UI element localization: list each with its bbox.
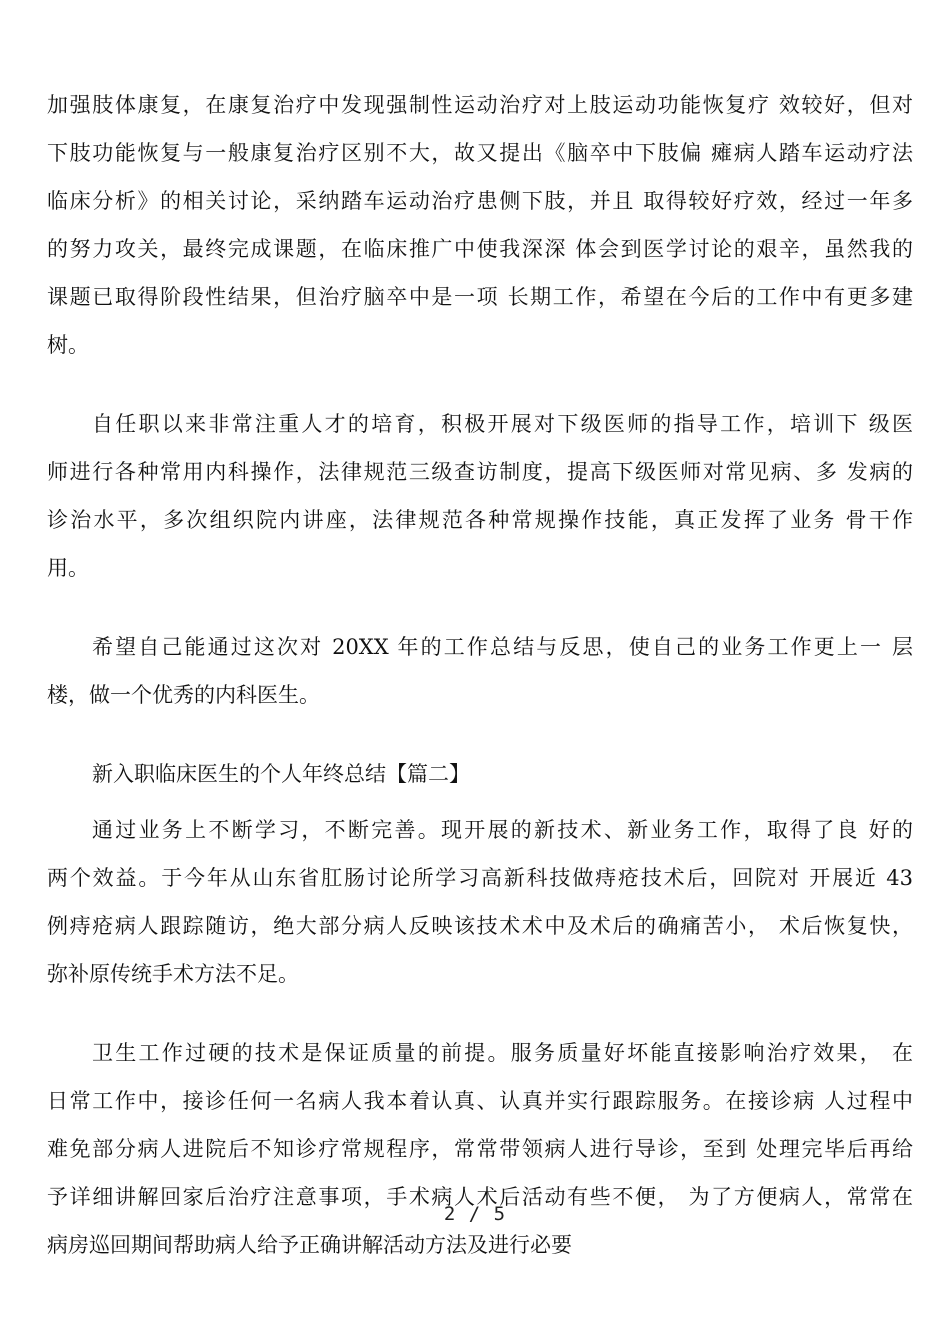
text-line: 例痔疮病人跟踪随访，绝大部分病人反映该技术术中及术后的确痛苦小， 术后恢复快，	[47, 914, 913, 938]
page-number: 2 / 5	[443, 1203, 507, 1225]
text-line: 用。	[47, 556, 89, 580]
text-line: 下肢功能恢复与一般康复治疗区别不大，故又提出《脑卒中下肢偏 瘫病人踏车运动疗法	[47, 141, 913, 165]
text-line: 课题已取得阶段性结果，但治疗脑卒中是一项 长期工作，希望在今后的工作中有更多建	[47, 285, 913, 309]
text-line: 自任职以来非常注重人才的培育，积极开展对下级医师的指导工作，培训下 级医	[92, 412, 913, 436]
text-line: 楼，做一个优秀的内科医生。	[47, 683, 320, 707]
text-line: 树。	[47, 333, 89, 357]
text-line: 临床分析》的相关讨论，采纳踏车运动治疗患侧下肢，并且 取得较好疗效，经过一年多	[47, 189, 913, 213]
text-line: 予详细讲解回家后治疗注意事项，手术病人术后活动有些不便， 为了方便病人，常常在	[47, 1185, 913, 1209]
text-line: 卫生工作过硬的技术是保证质量的前提。服务质量好坏能直接影响治疗效果， 在	[92, 1041, 913, 1065]
text-line: 加强肢体康复，在康复治疗中发现强制性运动治疗对上肢运动功能恢复疗 效较好，但对	[47, 93, 913, 117]
text-line: 师进行各种常用内科操作，法律规范三级查访制度，提高下级医师对常见病、多 发病的	[47, 460, 913, 484]
paragraph-4	[47, 806, 913, 998]
text-line: 病房巡回期间帮助病人给予正确讲解活动方法及进行必要	[47, 1233, 572, 1257]
text-line: 两个效益。于今年从山东省肛肠讨论所学习高新科技做痔疮技术后，回院对 开展近 43	[47, 866, 913, 890]
text-line: 通过业务上不断学习，不断完善。现开展的新技术、新业务工作，取得了良 好的	[92, 818, 913, 842]
document-body	[47, 81, 913, 1300]
text-line: 弥补原传统手术方法不足。	[47, 962, 299, 986]
paragraph-3	[47, 623, 913, 719]
paragraph-5	[47, 1029, 913, 1269]
paragraph-2	[47, 400, 913, 592]
text-line: 希望自己能通过这次对 20XX 年的工作总结与反思，使自己的业务工作更上一 层	[92, 635, 913, 659]
text-line: 的努力攻关，最终完成课题，在临床推广中使我深深 体会到医学讨论的艰辛，虽然我的	[47, 237, 913, 261]
section-heading: 新入职临床医生的个人年终总结【篇二】	[92, 762, 470, 786]
text-line: 诊治水平，多次组织院内讲座，法律规范各种常规操作技能，真正发挥了业务 骨干作	[47, 508, 913, 532]
paragraph-1	[47, 81, 913, 369]
text-line: 难免部分病人进院后不知诊疗常规程序，常常带领病人进行导诊，至到 处理完毕后再给	[47, 1137, 913, 1161]
text-line: 日常工作中，接诊任何一名病人我本着认真、认真并实行跟踪服务。在接诊病 人过程中	[47, 1089, 913, 1113]
